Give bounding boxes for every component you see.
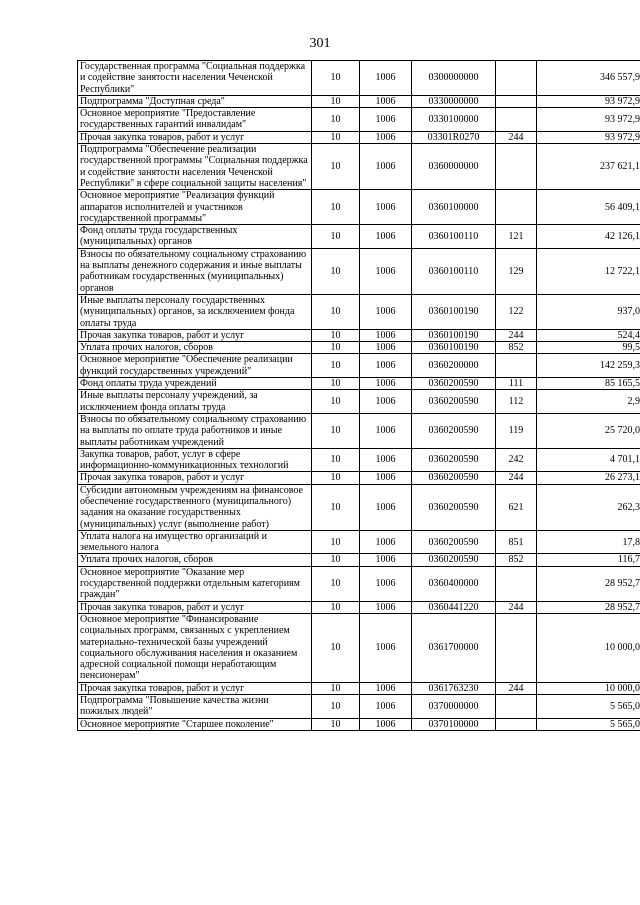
row-section: 10 [312, 530, 360, 554]
row-target-item: 0360100190 [412, 342, 496, 354]
row-subsection: 1006 [360, 601, 412, 613]
row-amount: 93 972,9 [537, 108, 640, 132]
table-row [78, 190, 640, 225]
row-subsection: 1006 [360, 131, 412, 143]
table-row [78, 294, 640, 329]
row-subsection: 1006 [360, 448, 412, 472]
row-expense-type [496, 695, 537, 719]
row-amount: 25 720,0 [537, 413, 640, 448]
row-name: Подпрограмма "Повышение качества жизни пожилых людей" [78, 695, 312, 719]
table-row [78, 95, 640, 107]
row-expense-type: 244 [496, 472, 537, 484]
row-target-item: 0360200590 [412, 484, 496, 530]
row-target-item: 0360200590 [412, 448, 496, 472]
row-target-item: 0360100000 [412, 190, 496, 225]
row-target-item: 0330000000 [412, 95, 496, 107]
row-name: Основное мероприятие "Старшее поколение" [78, 718, 312, 730]
row-name: Основное мероприятие "Реализация функций аппаратов исполнителей и участников государственной программы" [78, 190, 312, 225]
row-expense-type: 111 [496, 378, 537, 390]
row-name: Закупка товаров, работ, услуг в сфере информационно-коммуникационных технологий [78, 448, 312, 472]
row-section: 10 [312, 294, 360, 329]
row-target-item: 0330100000 [412, 108, 496, 132]
row-name: Иные выплаты персоналу учреждений, за исключением фонда оплаты труда [78, 390, 312, 414]
row-expense-type [496, 190, 537, 225]
table-row [78, 566, 640, 601]
row-expense-type: 244 [496, 601, 537, 613]
row-name: Фонд оплаты труда государственных (муниципальных) органов [78, 225, 312, 249]
row-amount: 12 722,1 [537, 248, 640, 294]
row-target-item: 0360100110 [412, 248, 496, 294]
row-subsection: 1006 [360, 225, 412, 249]
row-section: 10 [312, 329, 360, 341]
row-section: 10 [312, 95, 360, 107]
row-expense-type: 119 [496, 413, 537, 448]
row-subsection: 1006 [360, 682, 412, 694]
row-section: 10 [312, 378, 360, 390]
row-expense-type: 852 [496, 342, 537, 354]
row-subsection: 1006 [360, 530, 412, 554]
table-row [78, 342, 640, 354]
row-target-item: 0361763230 [412, 682, 496, 694]
row-section: 10 [312, 61, 360, 96]
row-name: Прочая закупка товаров, работ и услуг [78, 601, 312, 613]
table-row [78, 225, 640, 249]
row-target-item: 0360200590 [412, 554, 496, 566]
row-section: 10 [312, 613, 360, 682]
row-expense-type: 852 [496, 554, 537, 566]
row-subsection: 1006 [360, 472, 412, 484]
row-section: 10 [312, 472, 360, 484]
row-expense-type: 244 [496, 682, 537, 694]
table-row [78, 695, 640, 719]
table-row [78, 131, 640, 143]
row-name: Фонд оплаты труда учреждений [78, 378, 312, 390]
row-subsection: 1006 [360, 378, 412, 390]
row-amount: 4 701,1 [537, 448, 640, 472]
row-expense-type [496, 144, 537, 190]
row-section: 10 [312, 554, 360, 566]
row-amount: 116,7 [537, 554, 640, 566]
row-amount: 262,3 [537, 484, 640, 530]
table-row [78, 484, 640, 530]
table-row [78, 390, 640, 414]
row-target-item: 0360200000 [412, 354, 496, 378]
row-section: 10 [312, 413, 360, 448]
row-amount: 2,9 [537, 390, 640, 414]
row-name: Основное мероприятие "Предоставление государственных гарантий инвалидам" [78, 108, 312, 132]
budget-table [77, 60, 640, 731]
row-name: Прочая закупка товаров, работ и услуг [78, 472, 312, 484]
table-row [78, 682, 640, 694]
row-subsection: 1006 [360, 695, 412, 719]
table-row [78, 329, 640, 341]
row-section: 10 [312, 718, 360, 730]
table-row [78, 378, 640, 390]
row-target-item: 0360200590 [412, 472, 496, 484]
table-row [78, 61, 640, 96]
row-subsection: 1006 [360, 61, 412, 96]
row-subsection: 1006 [360, 329, 412, 341]
table-row [78, 613, 640, 682]
row-section: 10 [312, 390, 360, 414]
row-subsection: 1006 [360, 248, 412, 294]
table-row [78, 448, 640, 472]
row-section: 10 [312, 108, 360, 132]
row-subsection: 1006 [360, 613, 412, 682]
row-subsection: 1006 [360, 190, 412, 225]
row-amount: 524,4 [537, 329, 640, 341]
row-section: 10 [312, 144, 360, 190]
row-amount: 93 972,9 [537, 95, 640, 107]
row-amount: 28 952,7 [537, 601, 640, 613]
row-name: Взносы по обязательному социальному страхованию на выплаты денежного содержания и иные выплаты работникам государственных (муниципальных) органов [78, 248, 312, 294]
row-expense-type: 129 [496, 248, 537, 294]
row-name: Прочая закупка товаров, работ и услуг [78, 131, 312, 143]
row-section: 10 [312, 601, 360, 613]
row-name: Государственная программа "Социальная поддержка и содействие занятости населения Чеченской Республики" [78, 61, 312, 96]
row-section: 10 [312, 190, 360, 225]
row-section: 10 [312, 342, 360, 354]
row-subsection: 1006 [360, 294, 412, 329]
row-amount: 937,0 [537, 294, 640, 329]
row-target-item: 0360100190 [412, 329, 496, 341]
row-expense-type [496, 61, 537, 96]
row-section: 10 [312, 225, 360, 249]
row-name: Субсидии автономным учреждениям на финансовое обеспечение государственного (муниципального) задания на оказание государственных (муниципальных) услуг (выполнение работ) [78, 484, 312, 530]
row-target-item: 0360100190 [412, 294, 496, 329]
row-section: 10 [312, 566, 360, 601]
row-target-item: 0360200590 [412, 530, 496, 554]
row-name: Подпрограмма "Доступная среда" [78, 95, 312, 107]
row-section: 10 [312, 448, 360, 472]
row-expense-type: 242 [496, 448, 537, 472]
row-target-item: 0360200590 [412, 413, 496, 448]
row-expense-type [496, 354, 537, 378]
row-amount: 142 259,3 [537, 354, 640, 378]
row-amount: 93 972,9 [537, 131, 640, 143]
row-subsection: 1006 [360, 413, 412, 448]
row-name: Подпрограмма "Обеспечение реализации государственной программы "Социальная поддержка и содействие занятости населения Чеченской Республики" в сфере социальной защиты населения" [78, 144, 312, 190]
row-subsection: 1006 [360, 95, 412, 107]
row-target-item: 0370000000 [412, 695, 496, 719]
row-amount: 5 565,0 [537, 718, 640, 730]
row-name: Иные выплаты персоналу государственных (муниципальных) органов, за исключением фонда оплаты труда [78, 294, 312, 329]
row-amount: 17,8 [537, 530, 640, 554]
table-row [78, 530, 640, 554]
row-subsection: 1006 [360, 390, 412, 414]
row-name: Основное мероприятие "Обеспечение реализации функций государственных учреждений" [78, 354, 312, 378]
table-row [78, 554, 640, 566]
row-subsection: 1006 [360, 354, 412, 378]
table-row [78, 601, 640, 613]
row-name: Прочая закупка товаров, работ и услуг [78, 329, 312, 341]
table-row [78, 248, 640, 294]
row-name: Основное мероприятие "Финансирование социальных программ, связанных с укреплением материально-технической базы учреждений социального обслуживания населения и оказанием адресной социальной помощи неработающим пенсионерам" [78, 613, 312, 682]
row-name: Основное мероприятие "Оказание мер государственной поддержки отдельным категориям граждан" [78, 566, 312, 601]
row-amount: 42 126,1 [537, 225, 640, 249]
row-target-item: 0361700000 [412, 613, 496, 682]
row-expense-type: 121 [496, 225, 537, 249]
row-target-item: 0360441220 [412, 601, 496, 613]
row-target-item: 0360200590 [412, 390, 496, 414]
row-expense-type [496, 566, 537, 601]
row-expense-type: 244 [496, 131, 537, 143]
row-section: 10 [312, 682, 360, 694]
row-expense-type [496, 108, 537, 132]
row-amount: 237 621,1 [537, 144, 640, 190]
row-section: 10 [312, 131, 360, 143]
row-target-item: 0360400000 [412, 566, 496, 601]
row-expense-type [496, 718, 537, 730]
row-section: 10 [312, 248, 360, 294]
row-name: Уплата налога на имущество организаций и земельного налога [78, 530, 312, 554]
row-target-item: 0360200590 [412, 378, 496, 390]
row-subsection: 1006 [360, 144, 412, 190]
row-amount: 99,5 [537, 342, 640, 354]
page-number: 301 [309, 36, 331, 51]
row-amount: 85 165,5 [537, 378, 640, 390]
row-expense-type: 112 [496, 390, 537, 414]
row-subsection: 1006 [360, 342, 412, 354]
row-name: Уплата прочих налогов, сборов [78, 342, 312, 354]
row-amount: 26 273,1 [537, 472, 640, 484]
row-target-item: 03301R0270 [412, 131, 496, 143]
table-row [78, 413, 640, 448]
table-row [78, 144, 640, 190]
row-subsection: 1006 [360, 484, 412, 530]
row-section: 10 [312, 354, 360, 378]
row-subsection: 1006 [360, 718, 412, 730]
row-subsection: 1006 [360, 108, 412, 132]
row-section: 10 [312, 484, 360, 530]
row-subsection: 1006 [360, 554, 412, 566]
budget-table-body [78, 61, 640, 731]
row-expense-type: 122 [496, 294, 537, 329]
table-row [78, 472, 640, 484]
row-section: 10 [312, 695, 360, 719]
row-target-item: 0360000000 [412, 144, 496, 190]
row-amount: 5 565,0 [537, 695, 640, 719]
row-target-item: 0300000000 [412, 61, 496, 96]
row-name: Взносы по обязательному социальному страхованию на выплаты по оплате труда работников и иные выплаты работникам учреждений [78, 413, 312, 448]
row-name: Прочая закупка товаров, работ и услуг [78, 682, 312, 694]
row-amount: 28 952,7 [537, 566, 640, 601]
table-row [78, 718, 640, 730]
row-expense-type [496, 613, 537, 682]
row-target-item: 0370100000 [412, 718, 496, 730]
row-amount: 10 000,0 [537, 613, 640, 682]
table-row [78, 108, 640, 132]
row-expense-type [496, 95, 537, 107]
row-expense-type: 851 [496, 530, 537, 554]
row-amount: 10 000,0 [537, 682, 640, 694]
row-amount: 346 557,9 [537, 61, 640, 96]
row-subsection: 1006 [360, 566, 412, 601]
table-row [78, 354, 640, 378]
row-expense-type: 621 [496, 484, 537, 530]
row-amount: 56 409,1 [537, 190, 640, 225]
row-target-item: 0360100110 [412, 225, 496, 249]
row-name: Уплата прочих налогов, сборов [78, 554, 312, 566]
row-expense-type: 244 [496, 329, 537, 341]
